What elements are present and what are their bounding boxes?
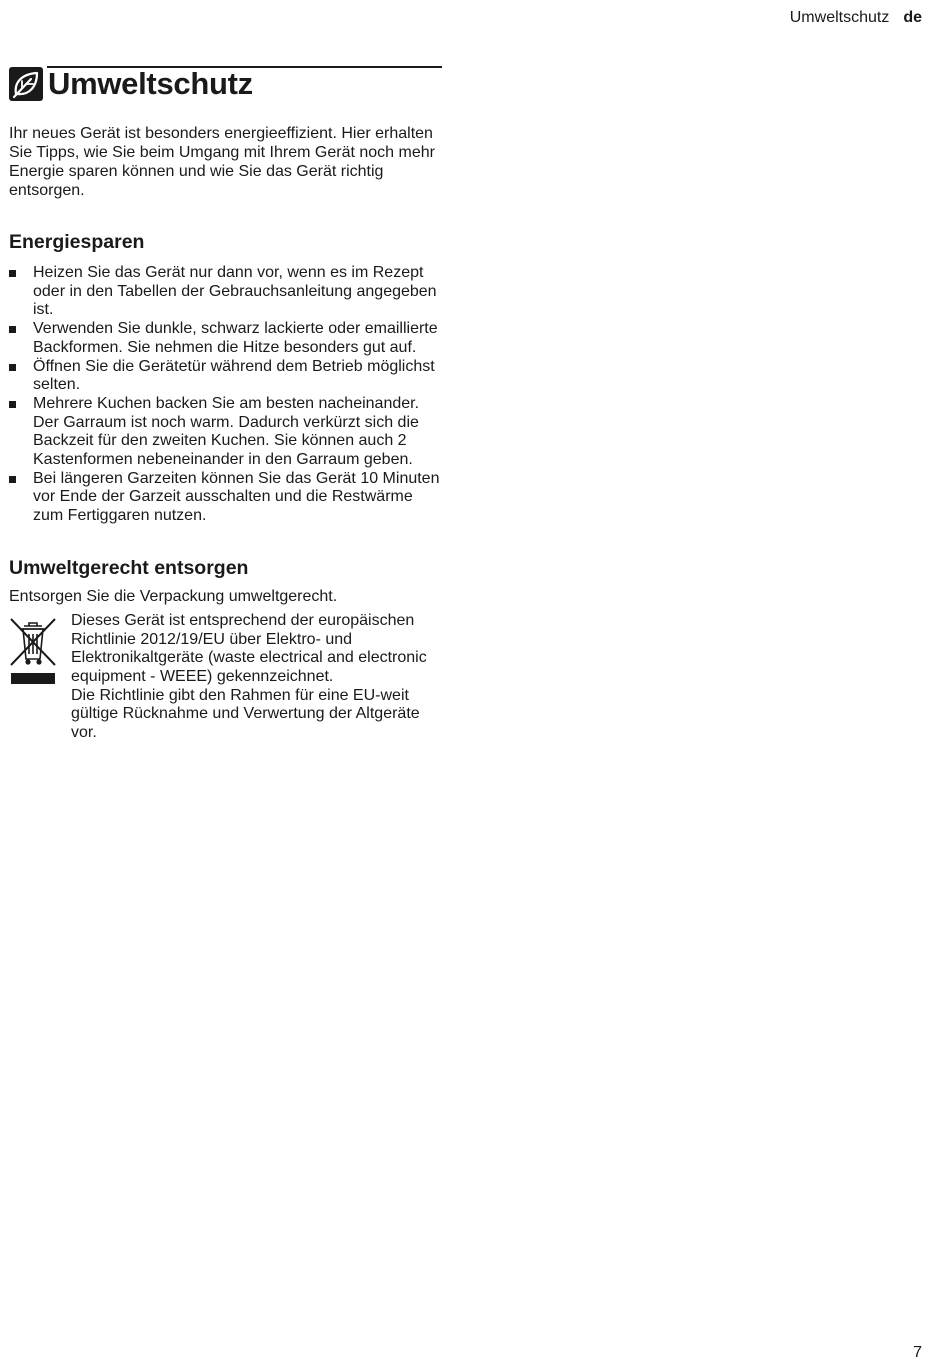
list-item [9, 358, 442, 395]
packaging-paragraph: Entsorgen Sie die Verpackung umweltgerecht. [9, 587, 338, 605]
weee-notice [9, 612, 442, 743]
running-header-language: de [903, 9, 922, 26]
energy-saving-list [9, 264, 442, 526]
list-item-text: Mehrere Kuchen backen Sie am besten nacheinander. Der Garraum ist noch warm. Dadurch verkürzt sich die Backzeit für den zweiten Kuchen. Sie können auch 2 Kastenformen nebeneinander in den Garraum geben. [33, 394, 420, 469]
list-item-text: Öffnen Sie die Gerätetür während dem Betrieb möglichst selten. [33, 357, 435, 394]
list-item-text: Bei längeren Garzeiten können Sie das Gerät 10 Minuten vor Ende der Garzeit ausschalten und die Restwärme zum Fertiggaren nutzen. [33, 469, 440, 525]
list-item-text: Heizen Sie das Gerät nur dann vor, wenn es im Rezept oder in den Tabellen der Gebrauchsanleitung angegeben ist. [33, 264, 437, 319]
intro-paragraph: Ihr neues Gerät ist besonders energieeffizient. Hier erhalten Sie Tipps, wie Sie beim Umgang mit Ihrem Gerät noch mehr Energie sparen können und wie Sie das Gerät richtig entsorgen. [9, 125, 435, 199]
running-header-section: Umweltschutz [789, 9, 890, 26]
bullet-square-icon [9, 270, 16, 277]
disposal-heading: Umweltgerecht entsorgen [9, 556, 249, 579]
crossed-out-wheelie-bin-icon [9, 614, 57, 686]
leaf-icon [9, 67, 43, 101]
weee-directive-text: Dieses Gerät ist entsprechend der europäischen Richtlinie 2012/19/EU über Elektro- und Elektronikaltgeräte (waste electrical and electronic equipment - WEEE) gekennzeichnet. [71, 611, 427, 685]
bullet-square-icon [9, 401, 16, 408]
weee-scope-text: Die Richtlinie gibt den Rahmen für eine EU-weit gültige Rücknahme und Verwertung der Altgeräte vor. [71, 686, 420, 742]
page-number: 7 [913, 1344, 922, 1361]
bullet-square-icon [9, 476, 16, 483]
weee-text [71, 612, 442, 743]
list-item [9, 264, 442, 320]
energy-saving-heading: Energiesparen [9, 231, 145, 253]
bullet-square-icon [9, 326, 16, 333]
bullet-square-icon [9, 364, 16, 371]
list-item [9, 395, 442, 470]
title-block [9, 64, 442, 104]
list-item [9, 470, 442, 526]
running-header [790, 8, 922, 28]
content-column [9, 64, 442, 743]
list-item-text: Verwenden Sie dunkle, schwarz lackierte oder emaillierte Backformen. Sie nehmen die Hitze besonders gut auf. [33, 320, 438, 356]
page-title: Umweltschutz [48, 66, 253, 101]
list-item [9, 320, 442, 357]
